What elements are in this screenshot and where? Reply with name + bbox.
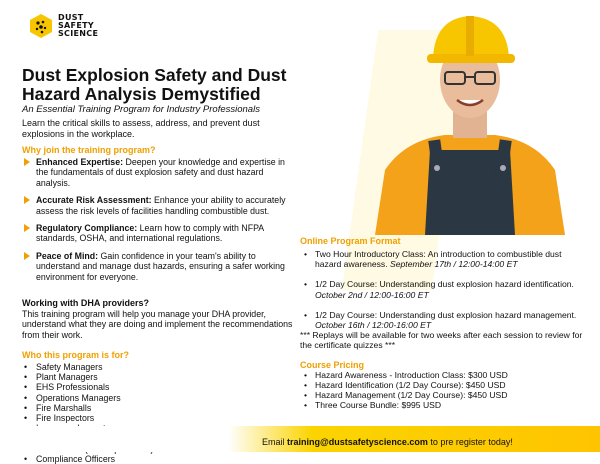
replays-note: *** Replays will be available for two weeks after each session to review for the certificate quizzes *** — [300, 330, 583, 351]
benefit-text: Enhance your ability to accurately assess the risk levels of facilities handling combustible dust. — [36, 195, 286, 216]
list-item: • Hazard Management (1/2 Day Course): $450 USD — [300, 390, 508, 400]
arrow-icon — [24, 252, 30, 260]
footer-suffix: to pre register today! — [427, 437, 513, 447]
list-item: • Plant Managers — [24, 372, 153, 382]
who-heading: Who this program is for? — [22, 350, 129, 360]
list-item — [300, 279, 590, 299]
benefit-item — [22, 195, 292, 216]
benefits-list — [22, 157, 292, 289]
benefit-text: Deepen your knowledge and expertise in the fundamentals of dust explosion safety and dust hazard analysis. — [36, 157, 285, 188]
footer-email-link[interactable]: training@dustsafetyscience.com — [287, 437, 428, 447]
session-date: September 17th / 12:00-14:00 ET — [390, 259, 518, 270]
arrow-icon — [24, 224, 30, 232]
list-item: • Fire Marshalls — [24, 403, 153, 413]
dha-heading: Working with DHA providers? — [22, 298, 150, 308]
footer-text — [262, 437, 513, 447]
benefit-label: Accurate Risk Assessment: — [36, 195, 152, 206]
list-item: • Safety Managers — [24, 362, 153, 372]
footer-prefix: Email — [262, 437, 288, 447]
list-item: • Fire Inspectors — [24, 413, 153, 423]
dha-text: This training program will help you manage your DHA provider, understand what they are doing and implement the recommendations from their work. — [22, 309, 293, 340]
intro-text: Learn the critical skills to assess, address, and prevent dust explosions in the workplace. — [22, 118, 260, 139]
title-line-2: Hazard Analysis Demystified — [22, 84, 261, 104]
why-heading: Why join the training program? — [22, 145, 156, 155]
session-text: Two Hour Introductory Class: An introduction to combustible dust hazard awareness. — [315, 249, 562, 270]
title-line-1: Dust Explosion Safety and Dust — [22, 65, 287, 85]
benefit-label: Regulatory Compliance: — [36, 223, 138, 234]
online-heading: Online Program Format — [300, 236, 401, 246]
benefit-item — [22, 223, 292, 244]
session-date: October 2nd / 12:00-16:00 ET — [315, 289, 429, 300]
worker-illustration — [335, 0, 600, 235]
online-program-list — [300, 249, 590, 340]
benefit-text: Gain confidence in your team's ability to understand and manage dust hazards, ensuring a safer working environment for everyone. — [36, 250, 285, 282]
session-text: 1/2 Day Course: Understanding dust explosion hazard management. — [315, 309, 577, 320]
list-item: • Hazard Awareness - Introduction Class: $300 USD — [300, 370, 508, 380]
worker-photo — [335, 0, 600, 235]
pricing-list — [300, 370, 508, 410]
arrow-icon — [24, 158, 30, 166]
benefit-item — [22, 157, 292, 188]
benefit-label: Peace of Mind: — [36, 250, 99, 261]
list-item: • Hazard Identification (1/2 Day Course): $450 USD — [300, 380, 508, 390]
list-item — [300, 249, 590, 269]
benefit-text: Learn how to comply with NFPA standards, OSHA, and international regulations. — [36, 223, 264, 244]
page-subtitle: An Essential Training Program for Industry Professionals — [22, 104, 260, 115]
logo — [30, 14, 98, 38]
list-item: • Compliance Officers — [24, 454, 153, 464]
benefit-label: Enhanced Expertise: — [36, 157, 124, 167]
session-text: 1/2 Day Course: Understanding dust explosion hazard identification. — [315, 279, 574, 290]
logo-line-1: DUST — [58, 13, 84, 22]
list-item: • Operations Managers — [24, 393, 153, 403]
session-date: October 16th / 12:00-16:00 ET — [315, 320, 432, 331]
logo-line-2: SAFETY — [58, 21, 94, 30]
list-item: • EHS Professionals — [24, 382, 153, 392]
arrow-icon — [24, 196, 30, 204]
list-item — [300, 310, 590, 330]
page-title — [22, 66, 362, 104]
benefit-item — [22, 251, 292, 282]
pricing-heading: Course Pricing — [300, 360, 365, 370]
logo-line-3: SCIENCE — [58, 29, 99, 38]
list-item: • Three Course Bundle: $995 USD — [300, 400, 508, 410]
logo-hexagon-icon — [30, 14, 52, 38]
